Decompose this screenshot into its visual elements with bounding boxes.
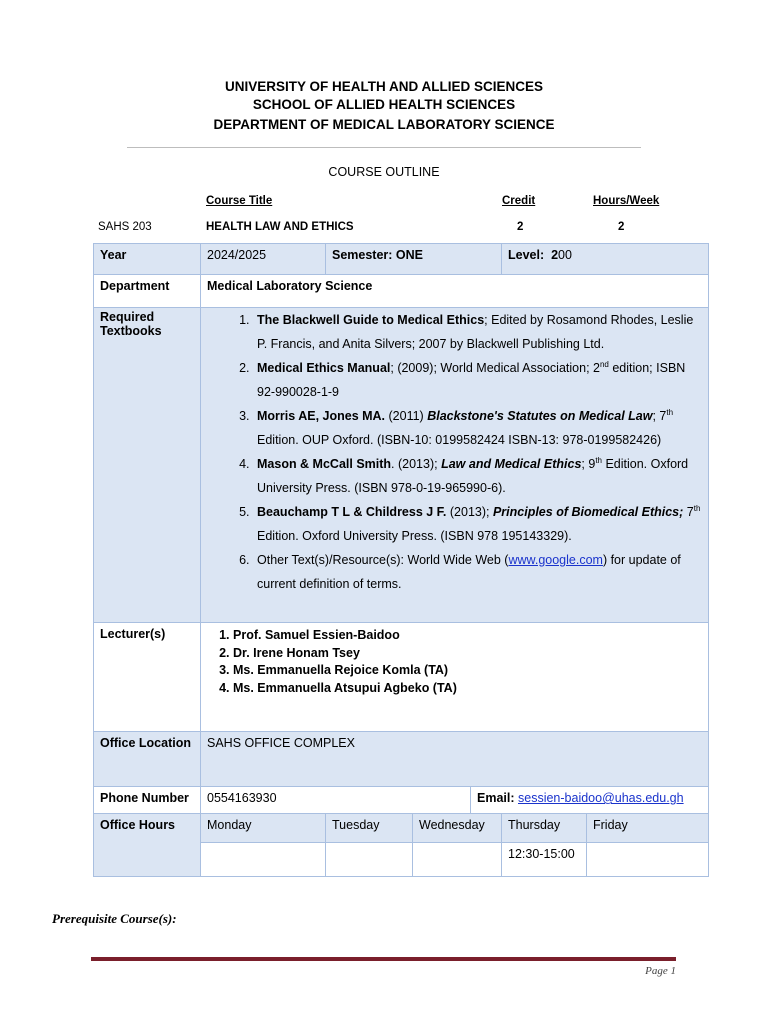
office-hours-label: Office Hours [94, 814, 201, 877]
phone-value: 0554163930 [201, 787, 471, 814]
course-title-heading: Course Title [206, 195, 273, 207]
superscript: nd [599, 359, 609, 369]
credit-value: 2 [517, 221, 524, 233]
lecturers-cell [201, 623, 709, 732]
department-label: Department [94, 275, 201, 308]
textbook-year: . (2013); [391, 457, 442, 471]
time-monday [201, 843, 326, 877]
day-friday: Friday [587, 814, 709, 843]
textbook-details: ; 9 [581, 457, 596, 471]
resource-text: Other Text(s)/Resource(s): World Wide Web ( [257, 553, 509, 567]
lecturers-row [94, 623, 709, 732]
textbooks-row [94, 308, 709, 623]
textbook-details: ; 7 [652, 409, 667, 423]
textbook-title: Blackstone's Statutes on Medical Law [427, 409, 653, 423]
textbook-details: 7 [683, 505, 694, 519]
page-number: Page 1 [645, 965, 676, 977]
course-code: SAHS 203 [98, 221, 152, 233]
textbook-title: Principles of Biomedical Ethics; [492, 505, 684, 519]
time-wednesday [413, 843, 502, 877]
textbooks-list [207, 308, 702, 596]
university-name: UNIVERSITY OF HEALTH AND ALLIED SCIENCES [224, 79, 544, 94]
textbook-item [253, 308, 702, 356]
textbook-details: ; (2009); World Medical Association; 2 [390, 361, 600, 375]
lecturers-label: Lecturer(s) [94, 623, 201, 732]
phone-row [94, 787, 709, 814]
time-friday [587, 843, 709, 877]
superscript: th [666, 407, 674, 417]
day-monday: Monday [201, 814, 326, 843]
course-title: HEALTH LAW AND ETHICS [206, 221, 354, 233]
textbook-details: Edition. OUP Oxford. (ISBN-10: 0199582424 ISBN-13: 978-0199582426) [257, 433, 662, 447]
superscript: th [693, 503, 701, 513]
department-name: DEPARTMENT OF MEDICAL LABORATORY SCIENCE [213, 117, 555, 132]
course-info-table [93, 243, 709, 877]
superscript: th [595, 455, 602, 465]
outline-title: COURSE OUTLINE [328, 165, 440, 179]
textbook-details: Edition. Oxford University Press. (ISBN 978-0-19-965990-6). [257, 457, 689, 495]
department-row [94, 275, 709, 308]
textbooks-label: Required Textbooks [94, 308, 201, 623]
prerequisite-label: Prerequisite Course(s): [52, 911, 177, 926]
lecturer-item: 1. Prof. Samuel Essien-Baidoo [233, 627, 702, 645]
hours-value: 2 [618, 221, 625, 233]
email-cell [471, 787, 709, 814]
office-location-row [94, 732, 709, 787]
textbook-details: edition; ISBN 92-990028-1-9 [257, 361, 686, 399]
header-divider [127, 147, 641, 148]
textbook-details: Edition. Oxford University Press. (ISBN 978 195143329). [257, 529, 572, 543]
phone-label: Phone Number [94, 787, 201, 814]
resource-text: ) for update of current definition of terms. [257, 553, 681, 591]
textbook-author: Morris AE, Jones MA. [257, 409, 386, 423]
semester-value: Semester: ONE [326, 244, 502, 275]
textbook-item [253, 452, 702, 500]
textbook-details: ; Edited by Rosamond Rhodes, Leslie P. Francis, and Anita Silvers; 2007 by Blackwell Publishing Ltd. [257, 313, 694, 351]
email-link[interactable]: sessien-baidoo@uhas.edu.gh [518, 791, 684, 805]
textbook-item [253, 404, 702, 452]
textbook-title: Medical Ethics Manual [257, 361, 391, 375]
textbook-author: Mason & McCall Smith [257, 457, 392, 471]
lecturer-item: 2. Dr. Irene Honam Tsey [233, 645, 702, 663]
year-value: 2024/2025 [201, 244, 326, 275]
school-name: SCHOOL OF ALLIED HEALTH SCIENCES [252, 97, 516, 112]
textbook-author: Beauchamp T L & Childress J F. [257, 505, 447, 519]
level-rest: 00 [558, 248, 572, 262]
office-hours-row [94, 814, 709, 843]
day-thursday: Thursday [502, 814, 587, 843]
textbook-item [253, 548, 702, 596]
textbook-item [253, 356, 702, 404]
day-tuesday: Tuesday [326, 814, 413, 843]
level-cell [502, 244, 709, 275]
textbook-item [253, 500, 702, 548]
textbooks-cell [201, 308, 709, 623]
lecturers-list [207, 627, 702, 697]
day-wednesday: Wednesday [413, 814, 502, 843]
office-location-label: Office Location [94, 732, 201, 787]
time-tuesday [326, 843, 413, 877]
email-label: Email: [477, 791, 515, 805]
textbook-title: Law and Medical Ethics [441, 457, 582, 471]
year-row [94, 244, 709, 275]
google-link[interactable]: www.google.com [508, 553, 603, 567]
lecturer-item: 4. Ms. Emmanuella Atsupui Agbeko (TA) [233, 680, 702, 698]
lecturer-item: 3. Ms. Emmanuella Rejoice Komla (TA) [233, 662, 702, 680]
textbook-year: (2011) [385, 409, 428, 423]
textbook-title: The Blackwell Guide to Medical Ethics [257, 313, 485, 327]
level-digit: 2 [551, 248, 559, 262]
department-value: Medical Laboratory Science [201, 275, 709, 308]
level-label: Level: [508, 248, 545, 262]
credit-heading: Credit [502, 195, 536, 207]
office-location-value: SAHS OFFICE COMPLEX [201, 732, 709, 787]
hours-heading: Hours/Week [593, 195, 660, 207]
year-label: Year [94, 244, 201, 275]
time-thursday: 12:30-15:00 [502, 843, 587, 877]
footer-rule [91, 957, 676, 961]
textbook-year: (2013); [446, 505, 493, 519]
